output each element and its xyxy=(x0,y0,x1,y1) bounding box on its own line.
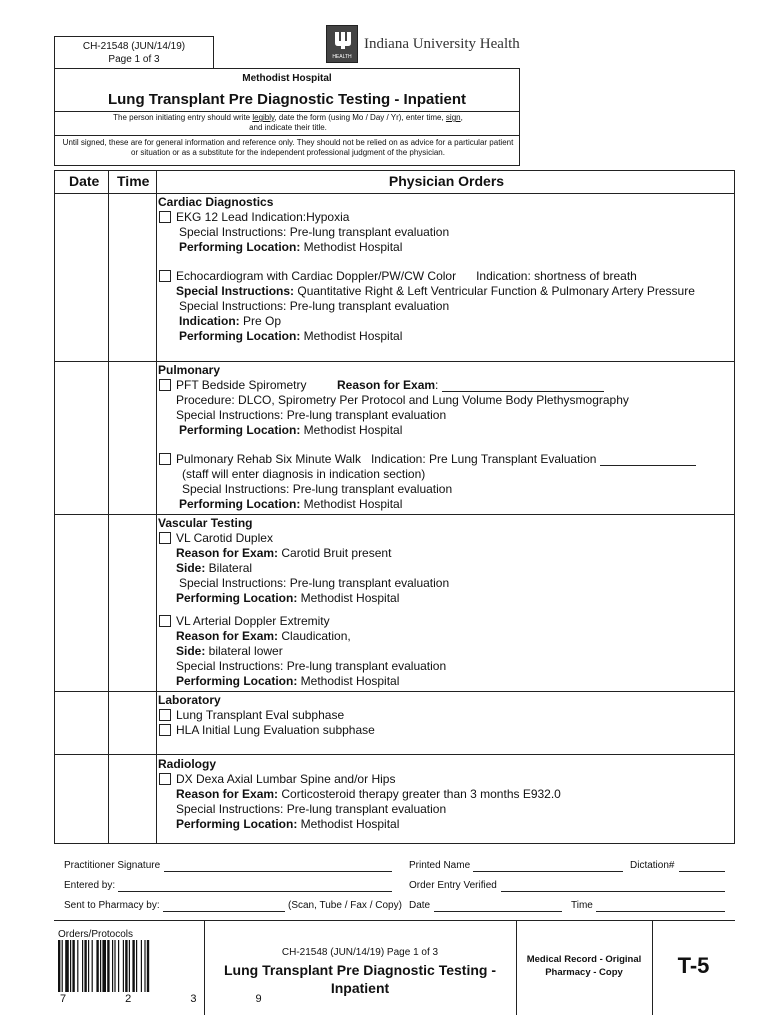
logo-word: HEALTH xyxy=(332,54,352,60)
practitioner-signature-label: Practitioner Signature xyxy=(64,860,161,871)
orders-table xyxy=(54,170,735,844)
carotid-side: Side: Bilateral xyxy=(176,561,253,575)
pft-reason: Reason for Exam: xyxy=(337,378,604,392)
physician-orders-header: Physician Orders xyxy=(388,173,505,189)
rehab-order: Pulmonary Rehab Six Minute Walk Indication: Pre Lung Transplant Evaluation xyxy=(176,452,696,466)
divider xyxy=(55,135,519,136)
dexa-location: Performing Location: Methodist Hospital xyxy=(176,817,400,831)
arterial-location: Performing Location: Methodist Hospital xyxy=(176,674,400,688)
ekg-special: Special Instructions: Pre-lung transplant evaluation xyxy=(179,225,450,239)
entered-by-label: Entered by: xyxy=(64,880,116,891)
echo-order: Echocardiogram with Cardiac Doppler/PW/CW Color Indication: shortness of breath xyxy=(176,269,637,283)
form-id-box xyxy=(54,36,214,68)
dexa-special: Special Instructions: Pre-lung transplant evaluation xyxy=(176,802,447,816)
pft-checkbox[interactable] xyxy=(159,379,171,391)
rehab-location: Performing Location: Methodist Hospital xyxy=(179,497,403,511)
rehab-checkbox[interactable] xyxy=(159,453,171,465)
echo-checkbox[interactable] xyxy=(159,270,171,282)
sent-to-pharmacy-field[interactable] xyxy=(163,911,285,912)
practitioner-signature-field[interactable] xyxy=(164,871,392,872)
entered-by-field[interactable] xyxy=(118,891,392,892)
page-number: Page 1 of 3 xyxy=(108,54,160,65)
dexa-order: DX Dexa Axial Lumbar Spine and/or Hips xyxy=(176,772,396,786)
disclaimer: Until signed, these are for general information and reference only. They should not be relied on as advice for a particular patient or situation or as a substitute for the independent professional judgment of the physician. xyxy=(62,138,514,157)
footer xyxy=(54,920,735,1014)
ekg-location: Performing Location: Methodist Hospital xyxy=(179,240,403,254)
order-entry-field[interactable] xyxy=(501,891,725,892)
echo-indication: Indication: Pre Op xyxy=(179,314,282,328)
pft-reason-field[interactable] xyxy=(442,380,604,392)
dexa-checkbox[interactable] xyxy=(159,773,171,785)
printed-name-label: Printed Name xyxy=(409,860,471,871)
dexa-reason: Reason for Exam: Corticosteroid therapy greater than 3 months E932.0 xyxy=(176,787,561,801)
scan-method-label: (Scan, Tube / Fax / Copy) xyxy=(288,900,402,911)
section-divider xyxy=(55,361,734,362)
hospital-name: Methodist Hospital xyxy=(242,73,332,84)
footer-form-code: CH-21548 (JUN/14/19) Page 1 of 3 xyxy=(281,947,439,958)
order-entry-label: Order Entry Verified xyxy=(409,880,497,891)
pft-procedure: Procedure: DLCO, Spirometry Per Protocol and Lung Volume Body Plethysmography xyxy=(176,393,629,407)
cardiac-heading: Cardiac Diagnostics xyxy=(158,195,274,209)
arterial-reason: Reason for Exam: Claudication, xyxy=(176,629,351,643)
pft-special: Special Instructions: Pre-lung transplant evaluation xyxy=(176,408,447,422)
hla-order: HLA Initial Lung Evaluation subphase xyxy=(176,723,375,737)
dictation-label: Dictation# xyxy=(630,860,675,871)
form-title: Lung Transplant Pre Diagnostic Testing - Inpatient xyxy=(107,91,467,108)
hla-checkbox[interactable] xyxy=(159,724,171,736)
echo-location: Performing Location: Methodist Hospital xyxy=(179,329,403,343)
orders-protocols-label: Orders/Protocols xyxy=(58,929,134,940)
time-label: Time xyxy=(571,900,593,911)
rehab-staff-note: (staff will enter diagnosis in indication section) xyxy=(182,467,426,481)
carotid-reason: Reason for Exam: Carotid Bruit present xyxy=(176,546,392,560)
pulmonary-heading: Pulmonary xyxy=(158,363,221,377)
barcode-number: 7 2 3 9 xyxy=(60,993,290,1005)
time-column-header: Time xyxy=(117,173,150,189)
section-divider xyxy=(55,754,734,755)
rehab-special: Special Instructions: Pre-lung transplant evaluation xyxy=(182,482,453,496)
date-field[interactable] xyxy=(434,911,562,912)
carotid-checkbox[interactable] xyxy=(159,532,171,544)
arterial-order: VL Arterial Doppler Extremity xyxy=(176,614,330,628)
pft-order: PFT Bedside Spirometry xyxy=(176,378,307,392)
vascular-heading: Vascular Testing xyxy=(158,516,253,530)
header-divider xyxy=(55,193,734,194)
arterial-special: Special Instructions: Pre-lung transplant evaluation xyxy=(176,659,447,673)
copy-distribution: Medical Record - Original Pharmacy - Copy xyxy=(526,954,642,978)
title-block xyxy=(54,68,520,166)
form-code: CH-21548 (JUN/14/19) xyxy=(82,41,186,52)
form-number: T-5 xyxy=(677,953,710,978)
date-column-header: Date xyxy=(69,173,100,189)
section-divider xyxy=(55,514,734,515)
trident-icon xyxy=(331,29,355,51)
radiology-heading: Radiology xyxy=(158,757,217,771)
entry-instructions: The person initiating entry should write legibly, date the form (using Mo / Day / Yr), enter time, sign, and indicate their title. xyxy=(113,113,463,132)
footer-title: Lung Transplant Pre Diagnostic Testing - Inpatient xyxy=(224,962,496,996)
column-divider xyxy=(108,171,109,843)
barcode-icon xyxy=(58,940,198,992)
printed-name-field[interactable] xyxy=(473,871,623,872)
column-divider xyxy=(156,171,157,843)
org-name: Indiana University Health xyxy=(364,36,520,52)
ekg-checkbox[interactable] xyxy=(159,211,171,223)
echo-si-quant: Special Instructions: Quantitative Right & Left Ventricular Function & Pulmonary Artery Pressure xyxy=(176,284,695,298)
divider xyxy=(55,111,519,112)
lung-eval-checkbox[interactable] xyxy=(159,709,171,721)
carotid-location: Performing Location: Methodist Hospital xyxy=(176,591,400,605)
arterial-checkbox[interactable] xyxy=(159,615,171,627)
section-divider xyxy=(55,691,734,692)
carotid-order: VL Carotid Duplex xyxy=(176,531,273,545)
rehab-indication-field[interactable] xyxy=(600,454,696,466)
echo-special: Special Instructions: Pre-lung transplant evaluation xyxy=(179,299,450,313)
carotid-special: Special Instructions: Pre-lung transplant evaluation xyxy=(179,576,450,590)
lung-eval-order: Lung Transplant Eval subphase xyxy=(176,708,345,722)
ekg-order: EKG 12 Lead Indication:Hypoxia xyxy=(176,210,350,224)
laboratory-heading: Laboratory xyxy=(158,693,221,707)
sent-to-pharmacy-label: Sent to Pharmacy by: xyxy=(64,900,160,911)
date-label: Date xyxy=(409,900,431,911)
pft-location: Performing Location: Methodist Hospital xyxy=(179,423,403,437)
arterial-side: Side: bilateral lower xyxy=(176,644,283,658)
iu-health-logo-icon xyxy=(326,25,358,63)
time-field[interactable] xyxy=(596,911,725,912)
dictation-field[interactable] xyxy=(679,871,725,872)
